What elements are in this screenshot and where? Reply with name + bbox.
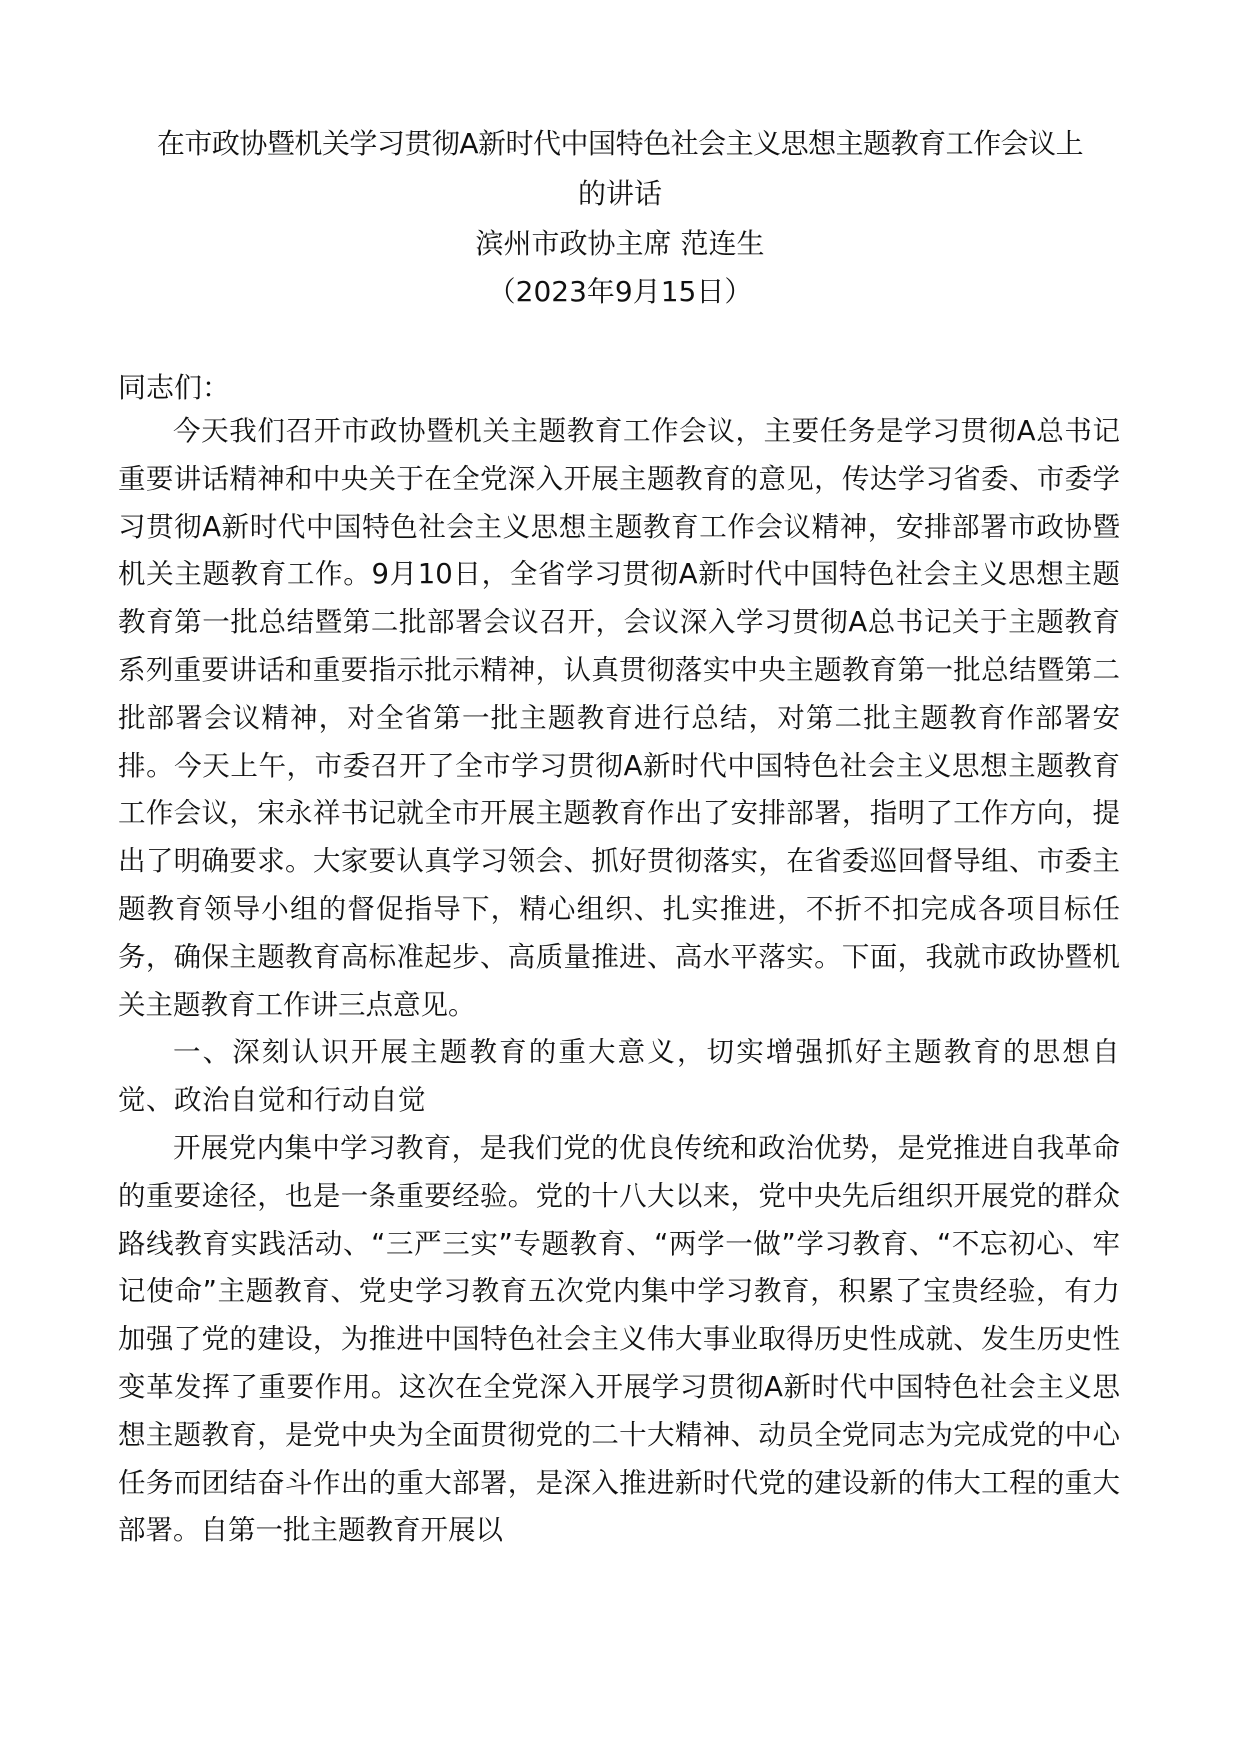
section-heading-1: 一、深刻认识开展主题教育的重大意义，切实增强抓好主题教育的思想自觉、政治自觉和行动自觉 (118, 1036, 1120, 1117)
body-paragraph-2: 开展党内集中学习教育，是我们党的优良传统和政治优势，是党推进自我革命的重要途径，也是一条重要经验。党的十八大以来，党中央先后组织开展党的群众路线教育实践活动、“三严三实”专题教育、“两学一做”学习教育、“不忘初心、牢记使命”主题教育、党史学习教育五次党内集中学习教育，积累了宝贵经验，有力加强了党的建设，为推进中国特色社会主义伟大事业取得历史性成就、发生历史性变革发挥了重要作用。这次在全党深入开展学习贯彻A新时代中国特色社会主义思想主题教育，是党中央为全面贯彻党的二十大精神、动员全党同志为完成党的中心任务而团结奋斗作出的重大部署，是深入推进新时代党的建设新的伟大工程的重大部署。自第一批主题教育开展以 (118, 1131, 1120, 1547)
salutation: 同志们： (118, 371, 231, 404)
speech-date: （2023年9月15日） (487, 275, 753, 308)
speaker-line: 滨州市政协主席 范连生 (475, 227, 765, 260)
document-title-line-1: 在市政协暨机关学习贯彻A新时代中国特色社会主义思想主题教育工作会议上 (156, 127, 1084, 160)
document-title-line-2: 的讲话 (577, 177, 662, 210)
document-body (118, 408, 1120, 1555)
body-paragraph-1: 今天我们召开市政协暨机关主题教育工作会议，主要任务是学习贯彻A总书记重要讲话精神和中央关于在全党深入开展主题教育的意见，传达学习省委、市委学习贯彻A新时代中国特色社会主义思想主题教育工作会议精神，安排部署市政协暨机关主题教育工作。9月10日，全省学习贯彻A新时代中国特色社会主义思想主题教育第一批总结暨第二批部署会议召开，会议深入学习贯彻A总书记关于主题教育系列重要讲话和重要指示批示精神，认真贯彻落实中央主题教育第一批总结暨第二批部署会议精神，对全省第一批主题教育进行总结，对第二批主题教育作部署安排。今天上午，市委召开了全市学习贯彻A新时代中国特色社会主义思想主题教育工作会议，宋永祥书记就全市开展主题教育作出了安排部署，指明了工作方向，提出了明确要求。大家要认真学习领会、抓好贯彻落实，在省委巡回督导组、市委主题教育领导小组的督促指导下，精心组织、扎实推进，不折不扣完成各项目标任务，确保主题教育高标准起步、高质量推进、高水平落实。下面，我就市政协暨机关主题教育工作讲三点意见。 (118, 415, 1120, 1021)
